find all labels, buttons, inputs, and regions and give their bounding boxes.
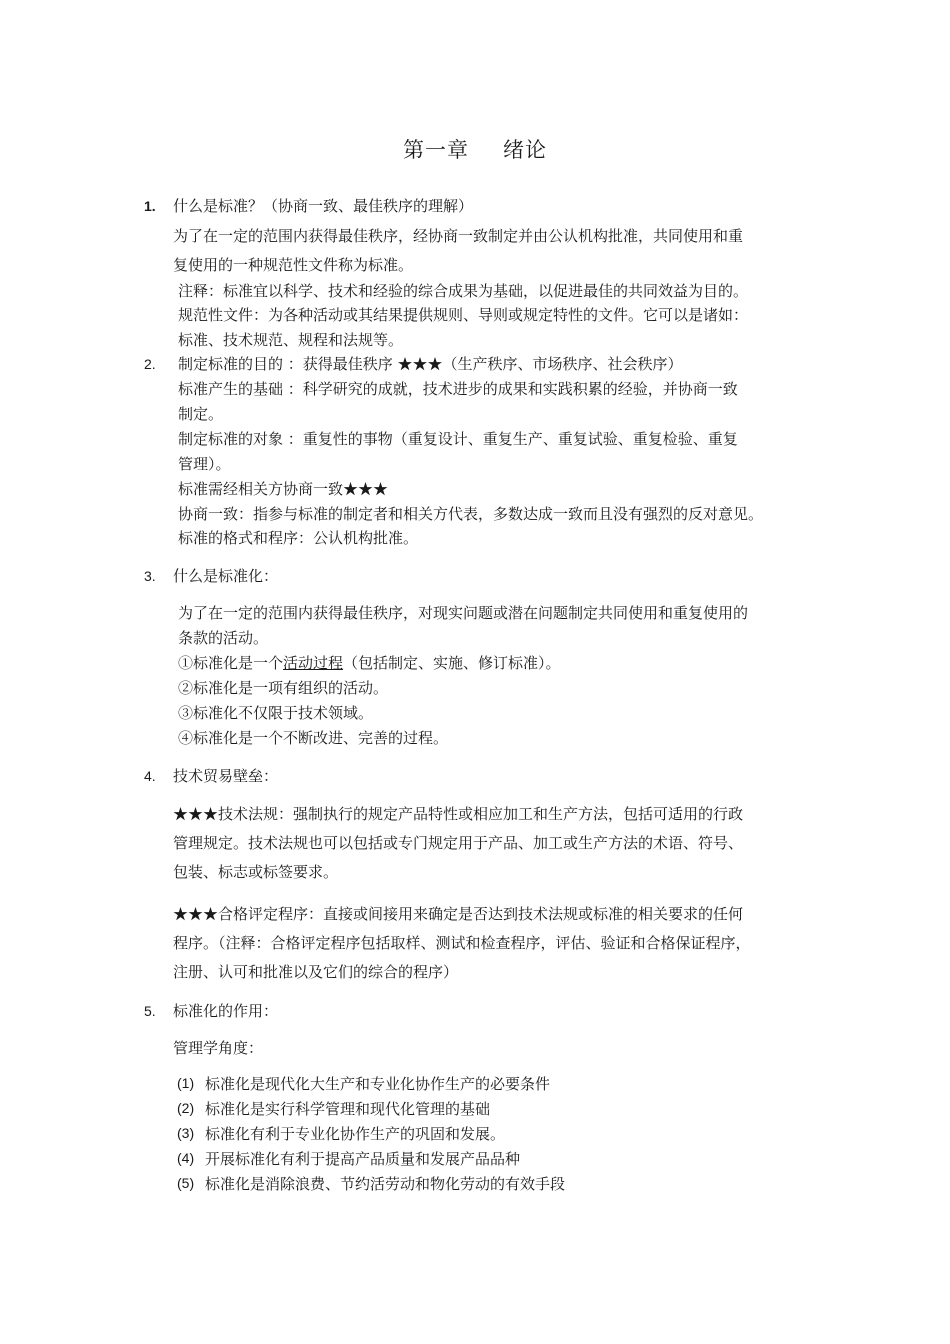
technical-regulation-line-1: ★★★技术法规：强制执行的规定产品特性或相应加工和生产方法，包括可适用的行政 <box>173 805 744 823</box>
section-3-definition-line-1: 为了在一定的范围内获得最佳秩序，对现实问题或潜在问题制定共同使用和重复使用的 <box>178 604 749 622</box>
conformity-assessment-line-1: ★★★合格评定程序：直接或间接用来确定是否达到技术法规或标准的相关要求的任何 <box>173 905 744 923</box>
section-3-item-4: ④标准化是一个不断改进、完善的过程。 <box>178 729 449 747</box>
section-1-number: 1. <box>144 198 156 214</box>
chapter-name: 绪论 <box>503 138 547 162</box>
list-item-number: (1) <box>177 1075 195 1091</box>
section-2-format: 标准的格式和程序：公认机构批准。 <box>178 529 419 547</box>
section-2-consensus: 标准需经相关方协商一致★★★ <box>178 480 389 498</box>
item-1-underlined: 活动过程 <box>283 654 344 672</box>
section-2-object-line-1: 制定标准的对象 ：重复性的事物（重复设计、重复生产、重复试验、重复检验、重复 <box>178 430 738 448</box>
section-1-note: 注释：标准宜以科学、技术和经验的综合成果为基础，以促进最佳的共同效益为目的。 <box>178 282 749 300</box>
conformity-assessment-line-3: 注册、认可和批准以及它们的综合的程序） <box>173 963 459 981</box>
section-2-heading: 制定标准的目的 ：获得最佳秩序 ★★★（生产秩序、市场秩序、社会秩序） <box>178 355 683 373</box>
section-3-definition-line-2: 条款的活动。 <box>178 629 269 647</box>
technical-regulation-line-2: 管理规定。技术法规也可以包括或专门规定用于产品、加工或生产方法的术语、符号、 <box>173 834 744 852</box>
list-item-number: (2) <box>177 1100 195 1116</box>
section-3-heading: 什么是标准化： <box>173 567 279 585</box>
section-1-definition-line-2: 复使用的一种规范性文件称为标准。 <box>173 256 414 274</box>
chapter-number: 第一章 <box>403 138 469 162</box>
section-2-consensus-definition: 协商一致：指参与标准的制定者和相关方代表，多数达成一致而且没有强烈的反对意见。 <box>178 505 764 523</box>
section-3-item-3: ③标准化不仅限于技术领域。 <box>178 704 374 722</box>
section-1-normative-line-1: 规范性文件：为各种活动或其结果提供规则、导则或规定特性的文件。它可以是诸如： <box>178 306 749 324</box>
chapter-title <box>0 134 950 164</box>
section-4-number: 4. <box>144 768 156 784</box>
section-5-heading: 标准化的作用： <box>173 1002 279 1020</box>
list-item: 标准化是消除浪费、节约活劳动和物化劳动的有效手段 <box>205 1175 566 1193</box>
section-2-basis-line-1: 标准产生的基础 ：科学研究的成就，技术进步的成果和实践积累的经验，并协商一致 <box>178 380 738 398</box>
list-item: 标准化是实行科学管理和现代化管理的基础 <box>205 1100 491 1118</box>
section-1-normative-line-2: 标准、技术规范、规程和法规等。 <box>178 331 404 349</box>
item-1-prefix: ①标准化是一个 <box>178 654 284 672</box>
section-1-definition-line-1: 为了在一定的范围内获得最佳秩序，经协商一致制定并由公认机构批准，共同使用和重 <box>173 227 744 245</box>
section-2-basis-line-2: 制定。 <box>178 405 224 423</box>
section-5-number: 5. <box>144 1003 156 1019</box>
item-1-suffix: （包括制定、实施、修订标准）。 <box>343 654 561 672</box>
section-1-heading: 什么是标准？（协商一致、最佳秩序的理解） <box>173 197 474 215</box>
list-item: 标准化有利于专业化协作生产的巩固和发展。 <box>205 1125 506 1143</box>
section-2-object-line-2: 管理）。 <box>178 455 231 473</box>
section-3-item-1 <box>178 652 561 673</box>
list-item-number: (5) <box>177 1175 195 1191</box>
section-3-number: 3. <box>144 568 156 584</box>
conformity-assessment-line-2: 程序。（注释：合格评定程序包括取样、测试和检查程序，评估、验证和合格保证程序， <box>173 934 751 952</box>
list-item: 开展标准化有利于提高产品质量和发展产品品种 <box>205 1150 521 1168</box>
section-4-heading: 技术贸易壁垒： <box>173 767 279 785</box>
section-2-number: 2. <box>144 356 156 372</box>
list-item-number: (3) <box>177 1125 195 1141</box>
management-perspective-label: 管理学角度： <box>173 1039 264 1057</box>
list-item-number: (4) <box>177 1150 195 1166</box>
list-item: 标准化是现代化大生产和专业化协作生产的必要条件 <box>205 1075 551 1093</box>
technical-regulation-line-3: 包装、标志或标签要求。 <box>173 863 339 881</box>
section-3-item-2: ②标准化是一项有组织的活动。 <box>178 679 389 697</box>
